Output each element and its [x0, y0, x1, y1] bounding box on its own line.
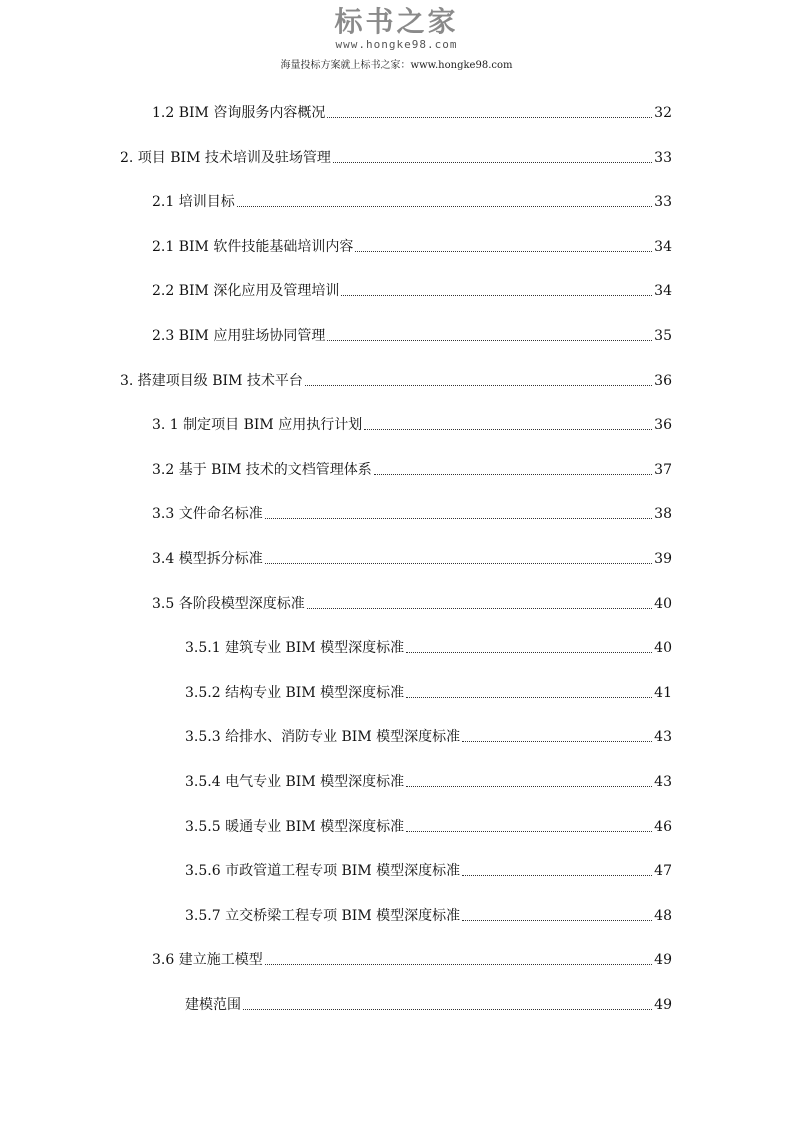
toc-entry-page-number: 33	[654, 194, 672, 210]
toc-entry-page-number: 38	[654, 506, 672, 522]
toc-entry-label: 3.6 建立施工模型	[152, 952, 263, 968]
toc-entry[interactable]	[185, 814, 672, 836]
toc-entry-label: 3.5.2 结构专业 BIM 模型深度标准	[185, 685, 405, 701]
toc-entry-label: 2.1 BIM 软件技能基础培训内容	[152, 239, 354, 255]
toc-dot-leader	[406, 696, 652, 698]
toc-entry[interactable]	[185, 680, 672, 702]
toc-entry[interactable]	[152, 100, 672, 122]
toc-dot-leader	[364, 428, 652, 430]
toc-dot-leader	[355, 250, 652, 252]
toc-dot-leader	[327, 116, 652, 118]
toc-entry-page-number: 35	[654, 328, 672, 344]
toc-entry[interactable]	[185, 858, 672, 880]
toc-entry-label: 3.5.7 立交桥梁工程专项 BIM 模型深度标准	[185, 908, 461, 924]
toc-entry[interactable]	[152, 457, 672, 479]
toc-entry-page-number: 43	[654, 774, 672, 790]
toc-dot-leader	[406, 830, 652, 832]
site-logo	[0, 6, 793, 52]
toc-entry[interactable]	[152, 546, 672, 568]
toc-entry[interactable]	[185, 992, 672, 1014]
toc-dot-leader	[462, 874, 652, 876]
toc-entry-label: 3. 1 制定项目 BIM 应用执行计划	[152, 417, 363, 433]
toc-entry-page-number: 43	[654, 729, 672, 745]
toc-entry-page-number: 47	[654, 863, 672, 879]
toc-entry-label: 3.5.6 市政管道工程专项 BIM 模型深度标准	[185, 863, 461, 879]
toc-dot-leader	[462, 919, 652, 921]
toc-entry-page-number: 39	[654, 551, 672, 567]
logo-url: www.hongke98.com	[335, 38, 458, 51]
toc-dot-leader	[243, 1008, 652, 1010]
toc-entry-label: 3.5.5 暖通专业 BIM 模型深度标准	[185, 819, 405, 835]
toc-entry-page-number: 40	[654, 640, 672, 656]
toc-entry-page-number: 49	[654, 997, 672, 1013]
toc-entry[interactable]	[152, 323, 672, 345]
toc-entry-page-number: 32	[654, 105, 672, 121]
toc-entry-label: 建模范围	[185, 997, 241, 1013]
toc-entry[interactable]	[152, 501, 672, 523]
toc-dot-leader	[374, 473, 652, 475]
toc-entry[interactable]	[152, 189, 672, 211]
toc-entry-label: 2.1 培训目标	[152, 194, 235, 210]
toc-entry[interactable]	[152, 947, 672, 969]
toc-entry-label: 3.5.4 电气专业 BIM 模型深度标准	[185, 774, 405, 790]
toc-entry-page-number: 48	[654, 908, 672, 924]
toc-entry[interactable]	[120, 368, 672, 390]
toc-dot-leader	[406, 785, 652, 787]
toc-dot-leader	[341, 294, 652, 296]
toc-entry[interactable]	[185, 903, 672, 925]
toc-dot-leader	[265, 517, 652, 519]
toc-entry-label: 3.5.3 给排水、消防专业 BIM 模型深度标准	[185, 729, 461, 745]
logo-title: 标书之家	[334, 5, 459, 38]
toc-entry-label: 3.5.1 建筑专业 BIM 模型深度标准	[185, 640, 405, 656]
toc-dot-leader	[237, 205, 652, 207]
toc-entry[interactable]	[185, 635, 672, 657]
toc-entry-label: 1.2 BIM 咨询服务内容概况	[152, 105, 326, 121]
toc-entry-label: 2. 项目 BIM 技术培训及驻场管理	[120, 150, 331, 166]
toc-entry[interactable]	[152, 278, 672, 300]
toc-entry[interactable]	[185, 724, 672, 746]
toc-entry-label: 2.3 BIM 应用驻场协同管理	[152, 328, 326, 344]
toc-dot-leader	[305, 384, 652, 386]
toc-entry[interactable]	[152, 234, 672, 256]
toc-entry-label: 3.2 基于 BIM 技术的文档管理体系	[152, 462, 372, 478]
header-note: 海量投标方案就上标书之家：www.hongke98.com	[280, 60, 513, 71]
toc-entry[interactable]	[152, 591, 672, 613]
toc-dot-leader	[327, 339, 652, 341]
toc-entry[interactable]	[152, 412, 672, 434]
toc-dot-leader	[307, 607, 652, 609]
toc-entry-label: 3.5 各阶段模型深度标准	[152, 596, 305, 612]
toc-entry-page-number: 34	[654, 239, 672, 255]
toc-dot-leader	[265, 963, 652, 965]
toc-dot-leader	[333, 161, 652, 163]
toc-entry[interactable]	[120, 145, 672, 167]
toc-entry-page-number: 40	[654, 596, 672, 612]
toc-entry-page-number: 41	[654, 685, 672, 701]
toc-entry-label: 3. 搭建项目级 BIM 技术平台	[120, 373, 303, 389]
toc-entry-page-number: 49	[654, 952, 672, 968]
toc-entry-page-number: 36	[654, 373, 672, 389]
toc-entry[interactable]	[185, 769, 672, 791]
toc-entry-page-number: 36	[654, 417, 672, 433]
toc-entry-page-number: 34	[654, 283, 672, 299]
toc-entry-page-number: 33	[654, 150, 672, 166]
toc-entry-page-number: 46	[654, 819, 672, 835]
toc-entry-label: 3.3 文件命名标准	[152, 506, 263, 522]
toc-entry-page-number: 37	[654, 462, 672, 478]
toc-dot-leader	[462, 740, 652, 742]
toc-dot-leader	[265, 562, 652, 564]
toc-entry-label: 2.2 BIM 深化应用及管理培训	[152, 283, 340, 299]
toc-entry-label: 3.4 模型拆分标准	[152, 551, 263, 567]
toc-dot-leader	[406, 651, 652, 653]
